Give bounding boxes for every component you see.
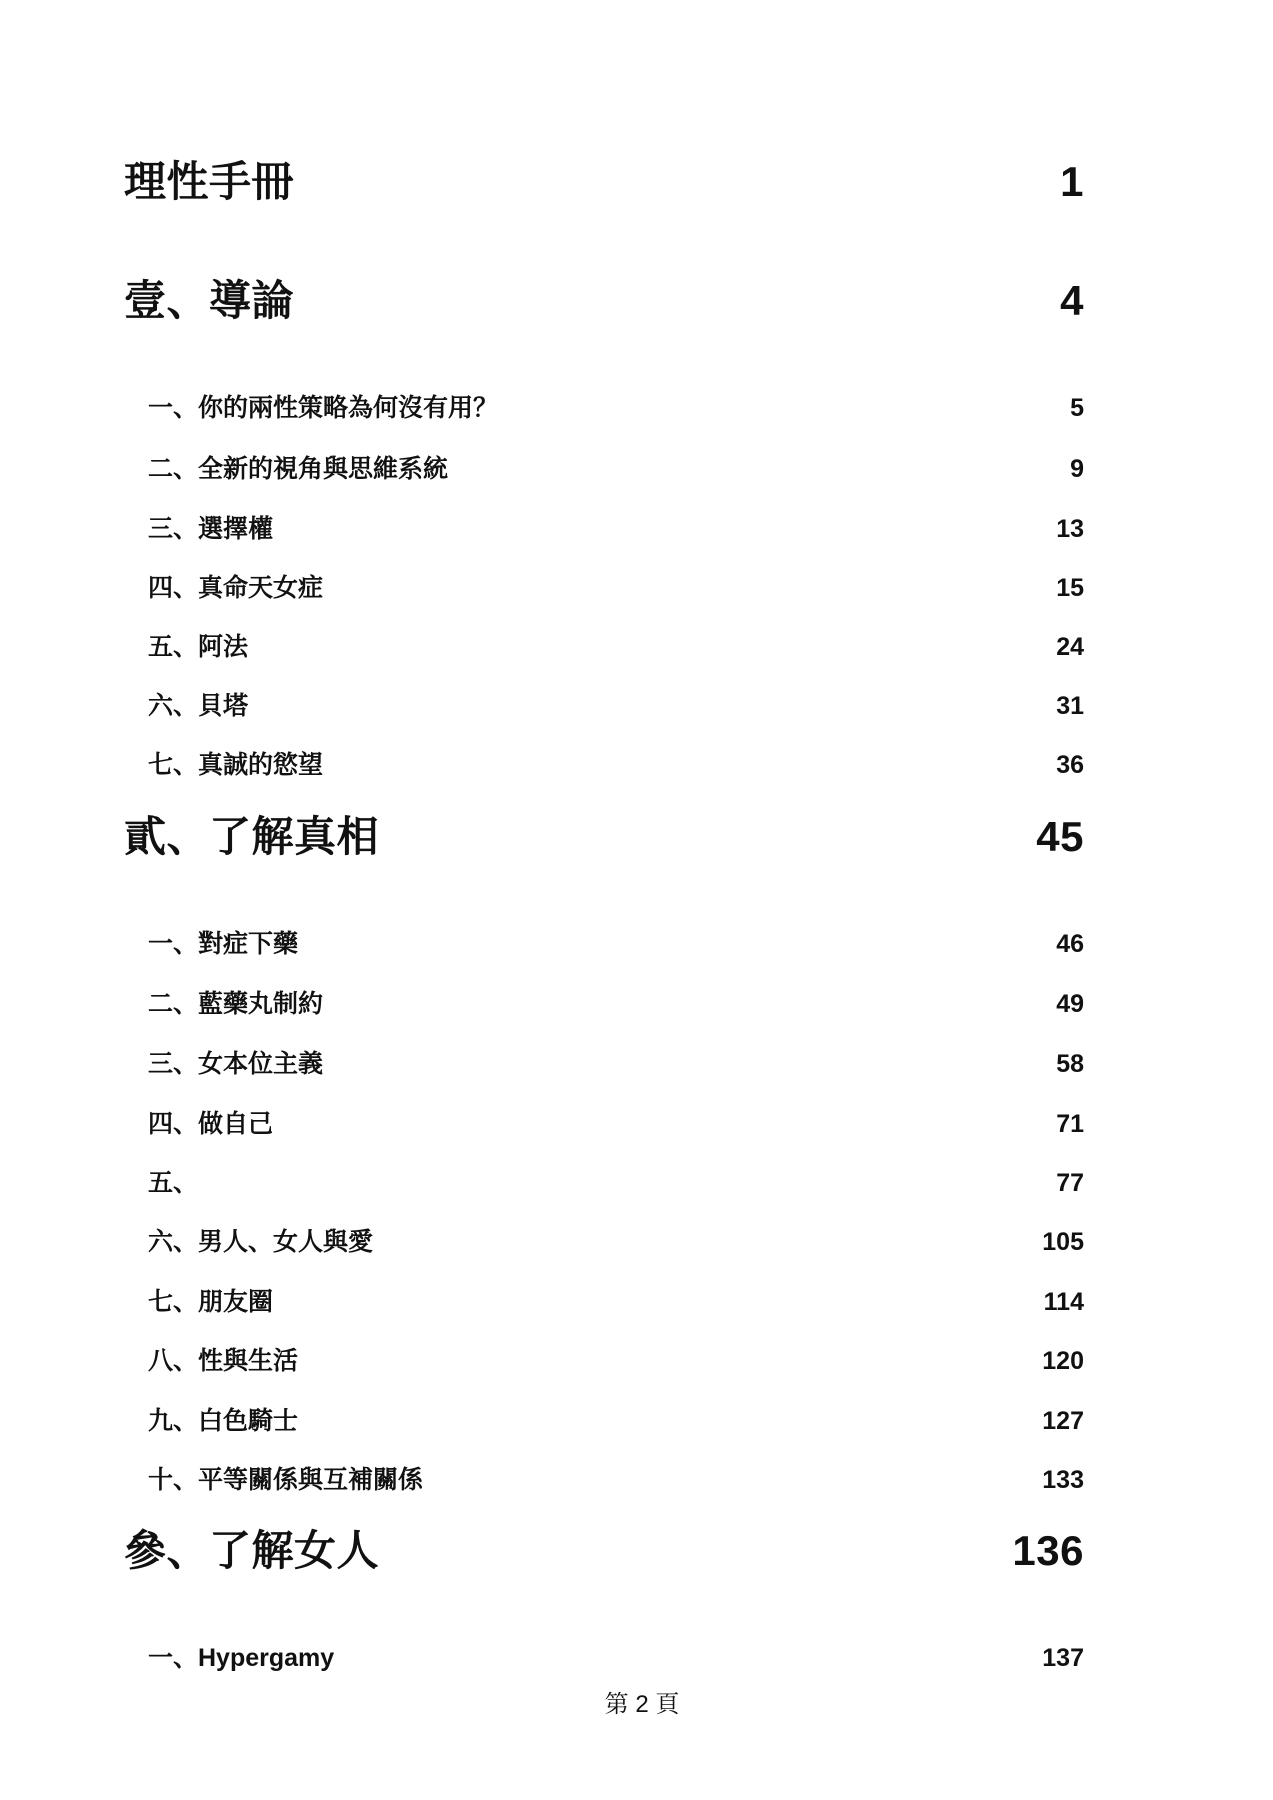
toc-entry-title: 十、平等關係與互補關係 xyxy=(148,1466,424,1494)
toc-entry-title: 三、選擇權 xyxy=(148,515,274,543)
toc-entry-title: 五、阿法 xyxy=(148,633,249,661)
toc-entry-row xyxy=(148,392,1084,424)
toc-entry-row xyxy=(148,631,1084,663)
toc-entry-title: 九、白色騎士 xyxy=(148,1407,299,1435)
toc-entry-title: 一、對症下藥 xyxy=(148,930,299,958)
toc-entry-title: 三、女本位主義 xyxy=(148,1050,324,1078)
toc-heading-row xyxy=(124,156,1084,208)
toc-entry-row xyxy=(148,1048,1084,1080)
toc-entry-page: 137 xyxy=(1042,1644,1084,1672)
toc-entry-page: 9 xyxy=(1070,455,1084,483)
toc-entry-page: 15 xyxy=(1056,574,1084,602)
toc-heading-page: 1 xyxy=(1060,158,1084,205)
toc-entry-page: 31 xyxy=(1056,692,1084,720)
toc-entry-page: 5 xyxy=(1070,394,1084,422)
toc-entry-title: 四、真命天女症 xyxy=(148,574,324,602)
toc-entry-row xyxy=(148,1464,1084,1496)
toc-entry-page: 71 xyxy=(1056,1110,1084,1138)
toc-heading-page: 136 xyxy=(1012,1527,1084,1574)
toc-entry-page: 46 xyxy=(1056,930,1084,958)
toc-entry-page: 133 xyxy=(1042,1466,1084,1494)
page-number-footer: 第 2 頁 xyxy=(604,1691,680,1718)
toc-entry-row xyxy=(148,513,1084,545)
toc-entry-page: 77 xyxy=(1056,1169,1084,1197)
toc-entry-page: 36 xyxy=(1056,751,1084,779)
toc-entry-row xyxy=(148,1108,1084,1140)
toc-entry-page: 114 xyxy=(1043,1288,1084,1316)
toc-entry-title: 六、男人、女人與愛 xyxy=(148,1228,374,1256)
toc-heading-row xyxy=(124,275,1084,327)
toc-heading-title: 理性手冊 xyxy=(124,158,295,205)
toc-entry-row xyxy=(148,1226,1084,1258)
toc-entry-page: 49 xyxy=(1056,990,1084,1018)
toc-entry-title: 四、做自己 xyxy=(148,1110,274,1138)
toc-entry-row xyxy=(148,572,1084,604)
toc-heading-row xyxy=(124,1525,1084,1577)
toc-heading-page: 45 xyxy=(1036,813,1084,860)
toc-entry-title: 一、Hypergamy xyxy=(148,1644,335,1672)
toc-entry-page: 13 xyxy=(1056,515,1084,543)
toc-entry-page: 127 xyxy=(1042,1407,1084,1435)
toc-entry-title: 八、性與生活 xyxy=(148,1347,299,1375)
toc-entry-title: 六、貝塔 xyxy=(148,692,249,720)
toc-entry-page: 105 xyxy=(1042,1228,1084,1256)
toc-entry-row xyxy=(148,749,1084,781)
toc-entry-row xyxy=(148,1405,1084,1437)
toc-entry-row xyxy=(148,1345,1084,1377)
toc-entry-row xyxy=(148,928,1084,960)
toc-heading-page: 4 xyxy=(1060,277,1084,324)
toc-entry-title: 七、朋友圈 xyxy=(148,1288,274,1316)
toc-entry-title: 二、藍藥丸制約 xyxy=(148,990,324,1018)
toc-entry-row xyxy=(148,453,1084,485)
toc-entry-row xyxy=(148,1167,1084,1199)
toc-heading-title: 壹、導論 xyxy=(124,277,295,324)
toc-entry-title: 二、全新的視角與思維系統 xyxy=(148,455,449,483)
toc-entry-row xyxy=(148,1286,1084,1318)
toc-heading-row xyxy=(124,811,1084,863)
toc-entry-row xyxy=(148,1642,1084,1674)
toc-entry-page: 58 xyxy=(1056,1050,1084,1078)
toc-entry-page: 120 xyxy=(1042,1347,1084,1375)
toc-heading-title: 貳、了解真相 xyxy=(124,813,380,860)
toc-entry-row xyxy=(148,690,1084,722)
toc-entry-title: 一、你的兩性策略為何沒有用？ xyxy=(148,394,499,422)
toc-entry-row xyxy=(148,988,1084,1020)
toc-entry-title: 五、 xyxy=(148,1169,199,1197)
toc-entry-title: 七、真誠的慾望 xyxy=(148,751,324,779)
toc-heading-title: 參、了解女人 xyxy=(124,1527,380,1574)
toc-entry-page: 24 xyxy=(1056,633,1084,661)
